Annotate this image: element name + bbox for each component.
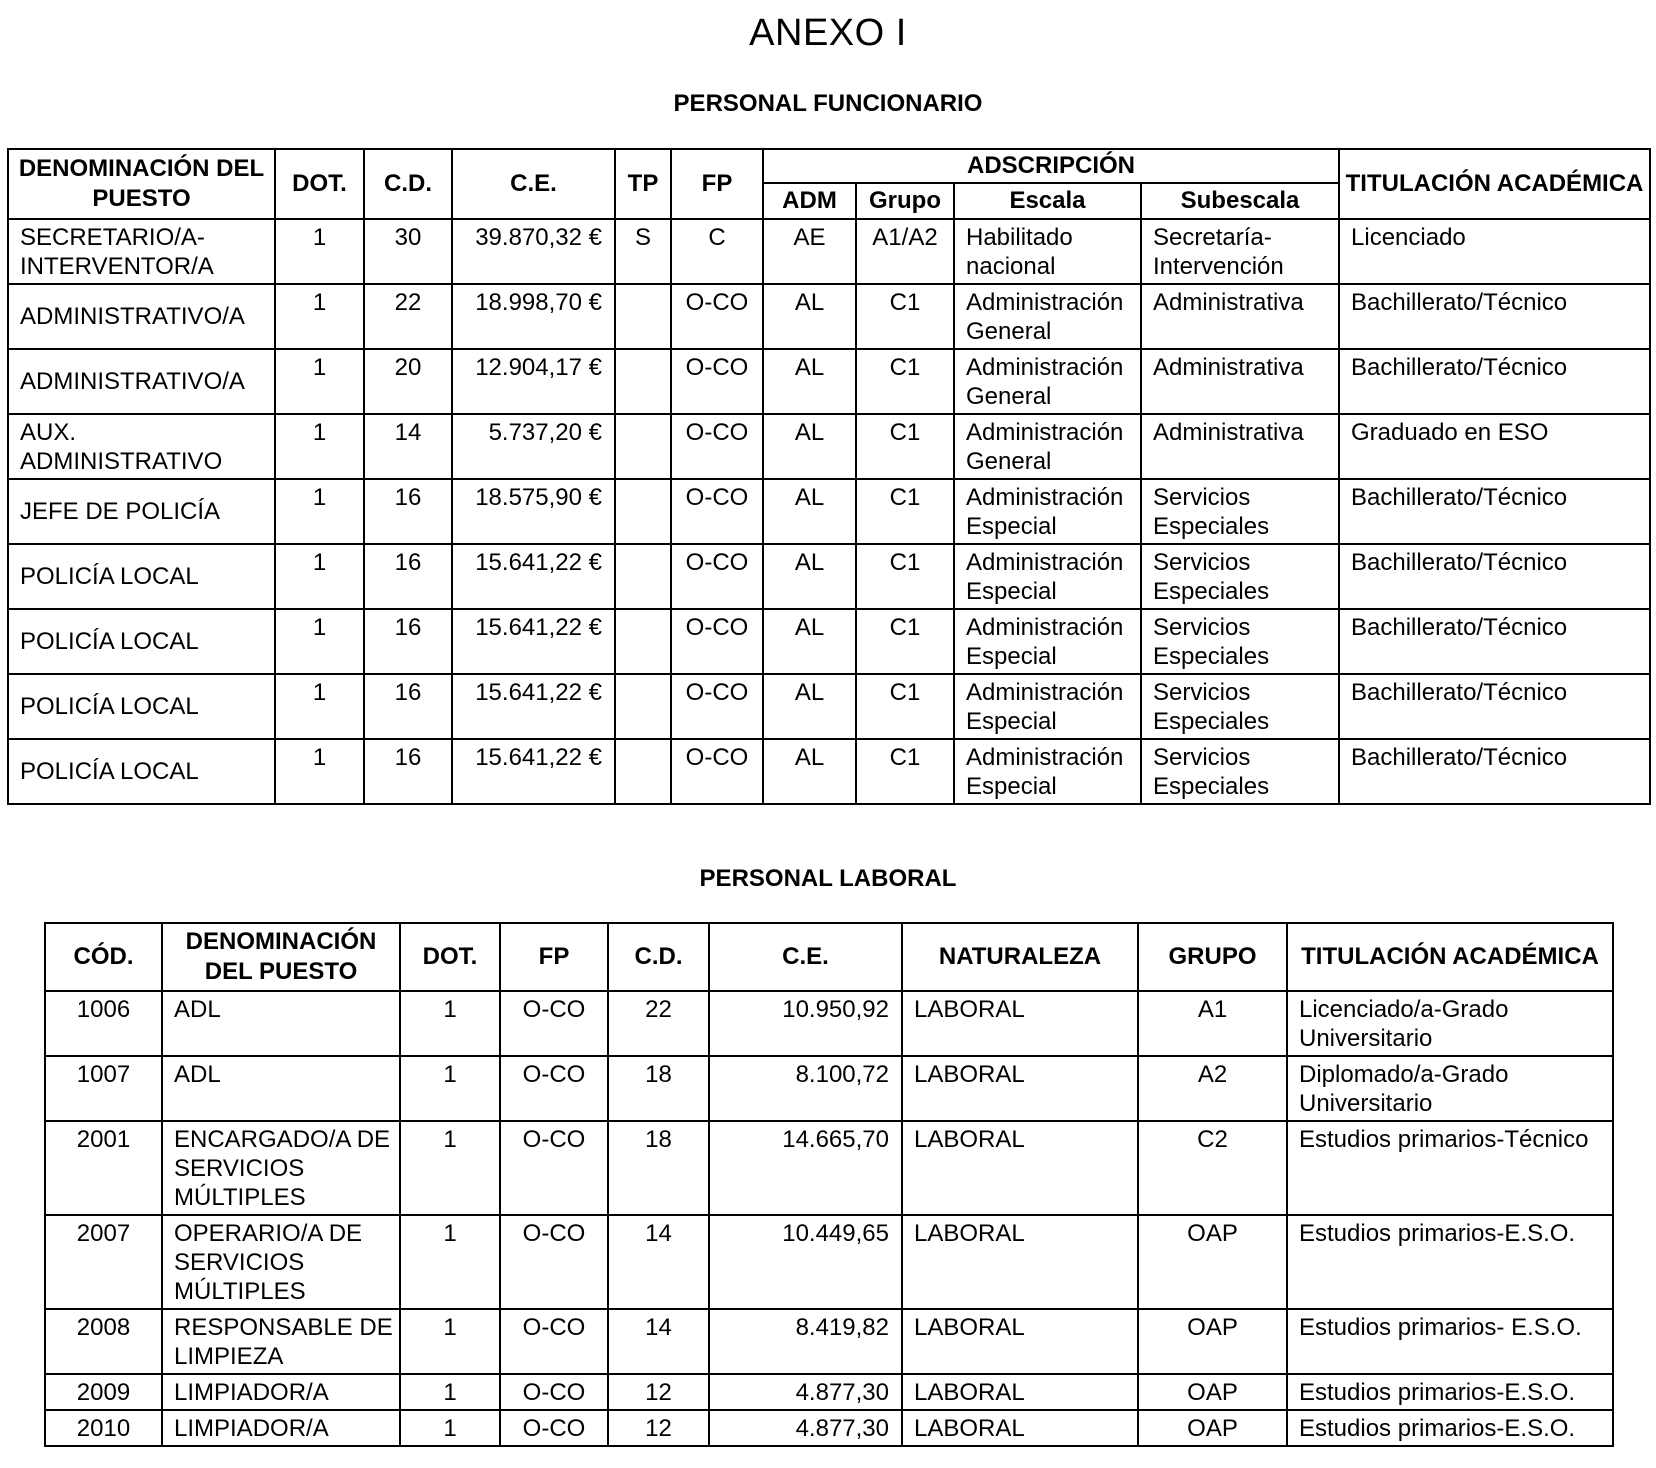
cell-ce: 15.641,22 €: [452, 674, 615, 739]
cell-grupo: C1: [856, 609, 954, 674]
cell-naturaleza: LABORAL: [902, 1374, 1138, 1410]
cell-dot: 1: [400, 991, 500, 1056]
cell-cd: 12: [608, 1410, 709, 1446]
header-fp: FP: [671, 149, 763, 219]
table-row: [8, 414, 1650, 479]
cell-cod: 2007: [45, 1215, 162, 1309]
cell-adm: AL: [763, 284, 856, 349]
cell-tp: [615, 544, 671, 609]
cell-denominacion: POLICÍA LOCAL: [8, 544, 275, 609]
cell-escala: Administración General: [954, 414, 1141, 479]
document-title: ANEXO I: [749, 12, 907, 54]
cell-fp: O-CO: [500, 1056, 608, 1121]
cell-titulacion: Graduado en ESO: [1339, 414, 1650, 479]
header-cod: CÓD.: [45, 923, 162, 991]
cell-grupo: A2: [1138, 1056, 1287, 1121]
cell-cd: 14: [608, 1309, 709, 1374]
cell-denominacion: LIMPIADOR/A: [162, 1410, 400, 1446]
cell-subescala: Servicios Especiales: [1141, 739, 1339, 804]
cell-titulacion: Estudios primarios-E.S.O.: [1287, 1374, 1613, 1410]
cell-escala: Habilitado nacional: [954, 219, 1141, 284]
table-row: [45, 1121, 1613, 1215]
cell-cod: 1007: [45, 1056, 162, 1121]
header-denominacion: DENOMINACIÓN DEL PUESTO: [8, 149, 275, 219]
cell-grupo: C1: [856, 284, 954, 349]
table-row: [45, 1215, 1613, 1309]
cell-tp: [615, 414, 671, 479]
cell-naturaleza: LABORAL: [902, 1056, 1138, 1121]
cell-ce: 39.870,32 €: [452, 219, 615, 284]
cell-escala: Administración Especial: [954, 739, 1141, 804]
table-row: [8, 544, 1650, 609]
cell-cd: 14: [364, 414, 452, 479]
cell-escala: Administración General: [954, 284, 1141, 349]
cell-adm: AL: [763, 674, 856, 739]
cell-dot: 1: [400, 1121, 500, 1215]
cell-denominacion: AUX. ADMINISTRATIVO: [8, 414, 275, 479]
table-row: [8, 349, 1650, 414]
section-title-funcionario: PERSONAL FUNCIONARIO: [673, 90, 983, 117]
cell-grupo: OAP: [1138, 1309, 1287, 1374]
cell-denominacion: RESPONSABLE DE LIMPIEZA: [162, 1309, 400, 1374]
cell-ce: 18.575,90 €: [452, 479, 615, 544]
table-row: [45, 991, 1613, 1056]
cell-titulacion: Estudios primarios- E.S.O.: [1287, 1309, 1613, 1374]
cell-ce: 10.449,65: [709, 1215, 902, 1309]
header-titulacion: TITULACIÓN ACADÉMICA: [1287, 923, 1613, 991]
cell-ce: 15.641,22 €: [452, 739, 615, 804]
cell-grupo: C1: [856, 479, 954, 544]
cell-titulacion: Licenciado/a-Grado Universitario: [1287, 991, 1613, 1056]
cell-grupo: C1: [856, 349, 954, 414]
cell-adm: AL: [763, 544, 856, 609]
cell-subescala: Administrativa: [1141, 349, 1339, 414]
cell-dot: 1: [275, 609, 364, 674]
cell-cd: 22: [364, 284, 452, 349]
cell-cd: 16: [364, 609, 452, 674]
cell-dot: 1: [275, 674, 364, 739]
cell-fp: C: [671, 219, 763, 284]
header-tp: TP: [615, 149, 671, 219]
cell-subescala: Servicios Especiales: [1141, 544, 1339, 609]
table-row: [8, 674, 1650, 739]
cell-cod: 2008: [45, 1309, 162, 1374]
cell-denominacion: ADMINISTRATIVO/A: [8, 349, 275, 414]
cell-dot: 1: [275, 739, 364, 804]
table-row: [45, 1056, 1613, 1121]
cell-dot: 1: [400, 1215, 500, 1309]
cell-ce: 8.100,72: [709, 1056, 902, 1121]
cell-ce: 5.737,20 €: [452, 414, 615, 479]
cell-naturaleza: LABORAL: [902, 1215, 1138, 1309]
cell-fp: O-CO: [671, 544, 763, 609]
cell-tp: [615, 739, 671, 804]
cell-dot: 1: [275, 414, 364, 479]
cell-cd: 18: [608, 1121, 709, 1215]
cell-tp: S: [615, 219, 671, 284]
cell-cd: 12: [608, 1374, 709, 1410]
cell-denominacion: POLICÍA LOCAL: [8, 609, 275, 674]
cell-dot: 1: [275, 349, 364, 414]
table-row: [8, 739, 1650, 804]
cell-ce: 4.877,30: [709, 1410, 902, 1446]
header-grupo: GRUPO: [1138, 923, 1287, 991]
cell-titulacion: Bachillerato/Técnico: [1339, 739, 1650, 804]
cell-ce: 15.641,22 €: [452, 544, 615, 609]
cell-titulacion: Estudios primarios-Técnico: [1287, 1121, 1613, 1215]
cell-tp: [615, 349, 671, 414]
cell-denominacion: JEFE DE POLICÍA: [8, 479, 275, 544]
cell-titulacion: Licenciado: [1339, 219, 1650, 284]
cell-fp: O-CO: [671, 349, 763, 414]
cell-dot: 1: [275, 284, 364, 349]
table-row: [45, 1374, 1613, 1410]
header-adm: ADM: [763, 183, 856, 219]
cell-denominacion: ADL: [162, 991, 400, 1056]
cell-titulacion: Bachillerato/Técnico: [1339, 349, 1650, 414]
cell-titulacion: Bachillerato/Técnico: [1339, 544, 1650, 609]
cell-naturaleza: LABORAL: [902, 1309, 1138, 1374]
cell-cd: 22: [608, 991, 709, 1056]
cell-denominacion: ADMINISTRATIVO/A: [8, 284, 275, 349]
table-row: [8, 219, 1650, 284]
cell-titulacion: Bachillerato/Técnico: [1339, 674, 1650, 739]
table-row: [45, 1309, 1613, 1374]
cell-fp: O-CO: [500, 1309, 608, 1374]
cell-dot: 1: [275, 219, 364, 284]
header-ce: C.E.: [452, 149, 615, 219]
cell-fp: O-CO: [500, 1410, 608, 1446]
cell-ce: 8.419,82: [709, 1309, 902, 1374]
cell-denominacion: SECRETARIO/A-INTERVENTOR/A: [8, 219, 275, 284]
cell-ce: 14.665,70: [709, 1121, 902, 1215]
cell-cod: 2010: [45, 1410, 162, 1446]
cell-fp: O-CO: [500, 1215, 608, 1309]
cell-titulacion: Diplomado/a-Grado Universitario: [1287, 1056, 1613, 1121]
table-personal-laboral: [44, 922, 1614, 1447]
table-personal-funcionario: [7, 148, 1651, 805]
cell-denominacion: ENCARGADO/A DE SERVICIOS MÚLTIPLES: [162, 1121, 400, 1215]
cell-titulacion: Estudios primarios-E.S.O.: [1287, 1410, 1613, 1446]
cell-tp: [615, 284, 671, 349]
cell-naturaleza: LABORAL: [902, 991, 1138, 1056]
cell-tp: [615, 479, 671, 544]
cell-ce: 10.950,92: [709, 991, 902, 1056]
table-row: [8, 609, 1650, 674]
cell-grupo: C1: [856, 414, 954, 479]
header-fp: FP: [500, 923, 608, 991]
cell-ce: 15.641,22 €: [452, 609, 615, 674]
table-row: [8, 479, 1650, 544]
cell-denominacion: OPERARIO/A DE SERVICIOS MÚLTIPLES: [162, 1215, 400, 1309]
cell-cd: 16: [364, 544, 452, 609]
cell-grupo: OAP: [1138, 1215, 1287, 1309]
cell-cd: 30: [364, 219, 452, 284]
cell-subescala: Administrativa: [1141, 284, 1339, 349]
cell-ce: 12.904,17 €: [452, 349, 615, 414]
section-title-laboral: PERSONAL LABORAL: [699, 865, 957, 892]
header-adscripcion: ADSCRIPCIÓN: [763, 149, 1339, 183]
cell-fp: O-CO: [500, 1374, 608, 1410]
cell-adm: AE: [763, 219, 856, 284]
cell-titulacion: Bachillerato/Técnico: [1339, 284, 1650, 349]
cell-denominacion: POLICÍA LOCAL: [8, 674, 275, 739]
header-titulacion: TITULACIÓN ACADÉMICA: [1339, 149, 1650, 219]
header-dot: DOT.: [400, 923, 500, 991]
cell-fp: O-CO: [671, 739, 763, 804]
cell-grupo: A1: [1138, 991, 1287, 1056]
cell-ce: 4.877,30: [709, 1374, 902, 1410]
cell-escala: Administración Especial: [954, 544, 1141, 609]
cell-subescala: Administrativa: [1141, 414, 1339, 479]
cell-grupo: C1: [856, 739, 954, 804]
cell-dot: 1: [400, 1410, 500, 1446]
cell-tp: [615, 609, 671, 674]
cell-subescala: Servicios Especiales: [1141, 609, 1339, 674]
cell-tp: [615, 674, 671, 739]
table-row: [45, 1410, 1613, 1446]
cell-dot: 1: [275, 544, 364, 609]
cell-fp: O-CO: [671, 609, 763, 674]
header-denominacion: DENOMINACIÓN DEL PUESTO: [162, 923, 400, 991]
cell-grupo: C1: [856, 674, 954, 739]
cell-fp: O-CO: [500, 1121, 608, 1215]
cell-fp: O-CO: [671, 479, 763, 544]
cell-escala: Administración General: [954, 349, 1141, 414]
cell-cod: 2001: [45, 1121, 162, 1215]
header-cd: C.D.: [364, 149, 452, 219]
cell-fp: O-CO: [671, 414, 763, 479]
cell-fp: O-CO: [671, 674, 763, 739]
cell-titulacion: Estudios primarios-E.S.O.: [1287, 1215, 1613, 1309]
cell-denominacion: POLICÍA LOCAL: [8, 739, 275, 804]
cell-grupo: A1/A2: [856, 219, 954, 284]
cell-cd: 16: [364, 674, 452, 739]
cell-adm: AL: [763, 739, 856, 804]
cell-grupo: OAP: [1138, 1374, 1287, 1410]
cell-denominacion: LIMPIADOR/A: [162, 1374, 400, 1410]
cell-subescala: Servicios Especiales: [1141, 479, 1339, 544]
header-ce: C.E.: [709, 923, 902, 991]
cell-dot: 1: [400, 1056, 500, 1121]
cell-fp: O-CO: [671, 284, 763, 349]
table-row: [8, 284, 1650, 349]
cell-adm: AL: [763, 479, 856, 544]
header-subescala: Subescala: [1141, 183, 1339, 219]
cell-titulacion: Bachillerato/Técnico: [1339, 609, 1650, 674]
cell-naturaleza: LABORAL: [902, 1410, 1138, 1446]
cell-dot: 1: [400, 1309, 500, 1374]
cell-ce: 18.998,70 €: [452, 284, 615, 349]
cell-adm: AL: [763, 414, 856, 479]
cell-dot: 1: [400, 1374, 500, 1410]
cell-grupo: C2: [1138, 1121, 1287, 1215]
cell-cd: 20: [364, 349, 452, 414]
cell-subescala: Secretaría-Intervención: [1141, 219, 1339, 284]
cell-grupo: OAP: [1138, 1410, 1287, 1446]
cell-adm: AL: [763, 609, 856, 674]
cell-grupo: C1: [856, 544, 954, 609]
cell-cd: 16: [364, 479, 452, 544]
cell-cd: 18: [608, 1056, 709, 1121]
cell-denominacion: ADL: [162, 1056, 400, 1121]
cell-cod: 1006: [45, 991, 162, 1056]
cell-escala: Administración Especial: [954, 609, 1141, 674]
cell-cd: 14: [608, 1215, 709, 1309]
cell-dot: 1: [275, 479, 364, 544]
cell-escala: Administración Especial: [954, 479, 1141, 544]
cell-fp: O-CO: [500, 991, 608, 1056]
header-escala: Escala: [954, 183, 1141, 219]
header-naturaleza: NATURALEZA: [902, 923, 1138, 991]
cell-titulacion: Bachillerato/Técnico: [1339, 479, 1650, 544]
cell-cod: 2009: [45, 1374, 162, 1410]
header-cd: C.D.: [608, 923, 709, 991]
cell-naturaleza: LABORAL: [902, 1121, 1138, 1215]
header-grupo: Grupo: [856, 183, 954, 219]
cell-adm: AL: [763, 349, 856, 414]
header-dot: DOT.: [275, 149, 364, 219]
cell-escala: Administración Especial: [954, 674, 1141, 739]
cell-cd: 16: [364, 739, 452, 804]
cell-subescala: Servicios Especiales: [1141, 674, 1339, 739]
